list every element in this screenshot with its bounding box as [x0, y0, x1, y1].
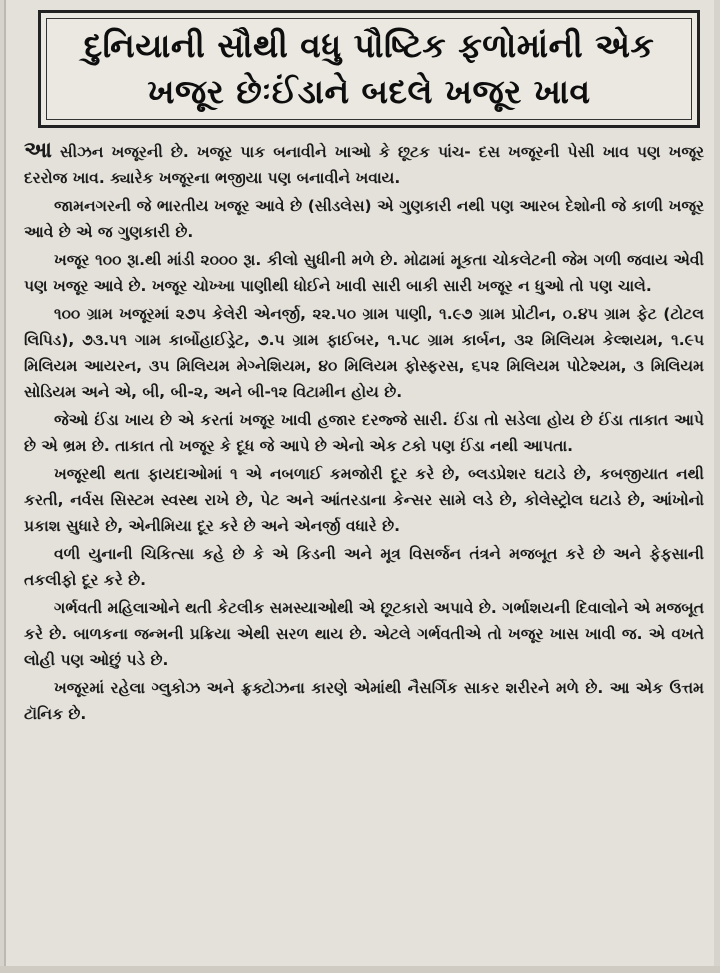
- paragraph-3: ખજૂર ૧૦૦ રૂા.થી માંડી ૨૦૦૦ રૂા. કીલો સુધીની મળે છે. મોઢામાં મૂકતા ચોકલેટની જેમ ગળી જવાય એવી પણ ખજૂર આવે છે. ખજૂર ચોખ્ખા પાણીથી ધોઈને ખાવી સારી બાકી સારી ખજૂર ન ધુઓ તો પણ ચાલે.: [24, 251, 704, 295]
- lead-word: આ: [24, 138, 52, 163]
- paragraph-9: ખજૂરમાં રહેલા ગ્લુકોઝ અને ફ્રક્ટોઝના કારણે એમાંથી નૈસર્ગિક સાકર શરીરને મળે છે. આ એક ઉત્તમ ટૉનિક છે.: [24, 679, 704, 723]
- paragraph-5: જેઓ ઈંડા ખાય છે એ કરતાં ખજૂર ખાવી હજાર દરજ્જે સારી. ઈંડા તો સડેલા હોય છે ઈંડા તાકાત આપે છે એ ભ્રમ છે. તાકાત તો ખજૂર કે દૂધ જે આપે છે એનો એક ટકો પણ ઈંડા નથી આપતા.: [24, 411, 704, 455]
- headline-box: [38, 10, 700, 128]
- headline-line-1: દુનિયાની સૌથી વધુ પૌષ્ટિક ફળોમાંની એક: [83, 26, 655, 65]
- bottom-edge: [0, 966, 720, 973]
- paragraph-8: ગર્ભવતી મહિલાઓને થતી કેટલીક સમસ્યાઓથી એ છૂટકારો અપાવે છે. ગર્ભાશયની દિવાલોને એ મજબૂત કરે છે. બાળકના જન્મની પ્રક્રિયા એથી સરળ થાય છે. એટલે ગર્ભવતીએ તો ખજૂર ખાસ ખાવી જ. એ વખતે લોહી પણ ઓછું પડે છે.: [24, 599, 704, 669]
- paragraph-7: વળી યુનાની ચિકિત્સા કહે છે કે એ કિડની અને મૂત્ર વિસર્જન તંત્રને મજબૂત કરે છે અને ફેફસાની તકલીફો દૂર કરે છે.: [24, 545, 704, 589]
- newspaper-clipping: [4, 0, 714, 966]
- paragraph-4: ૧૦૦ ગ્રામ ખજૂરમાં ૨૭૫ કેલેરી એનર્જી, ૨૨.૫૦ ગ્રામ પાણી, ૧.૯૭ ગ્રામ પ્રોટીન, ૦.૪૫ ગ્રામ ફેટ (ટોટલ લિપિડ), ૭૩.૫૧ ગામ કાર્બોહાઈડ્રેટ, ૭.૫ ગ્રામ ફાઈબર, ૧.૫૮ ગ્રામ કાર્બન, ૩૨ મિલિયમ કેલ્શયમ, ૧.૯૫ મિલિયમ આયરન, ૩૫ મિલિયમ મેગ્નેશિયમ, ૪૦ મિલિયમ ફોસ્ફરસ, ૬૫૨ મિલિયમ પોટેશ્યમ, ૩ મિલિયમ સોડિયમ અને એ, બી, બી-૨, અને બી-૧૨ વિટામીન હોય છે.: [24, 305, 704, 401]
- paragraph-2: જામનગરની જે ભારતીય ખજૂર આવે છે (સીડલેસ) એ ગુણકારી નથી પણ આરબ દેશોની જે કાળી ખજૂર આવે છે એ જ ગુણકારી છે.: [24, 197, 704, 241]
- paragraph-1: [24, 138, 704, 191]
- headline-frame: [46, 18, 692, 120]
- paragraph-1-text: સીઝન ખજૂરની છે. ખજૂર પાક બનાવીને ખાઓ કે છૂટક પાંચ- દસ ખજૂરની પેસી ખાવ પણ ખજૂર દરરોજ ખાવ. ક્યારેક ખજૂરના ભજીયા પણ બનાવીને ખવાય.: [24, 143, 704, 187]
- article-body: [24, 138, 704, 729]
- headline-line-2: ખજૂર છેઃઈંડાને બદલે ખજૂર ખાવ: [147, 72, 591, 111]
- paragraph-6: ખજૂરથી થતા ફાયદાઓમાં ૧ એ નબળાઈ કમજોરી દૂર કરે છે, બ્લડપ્રેશર ઘટાડે છે, કબજીયાત નથી કરતી, નર્વસ સિસ્ટમ સ્વસ્થ રાખે છે, પેટ અને આંતરડાના કેન્સર સામે લડે છે, કોલેસ્ટ્રોલ ઘટાડે છે, આંખોનો પ્રકાશ સુધારે છે, એનીમિયા દૂર કરે છે અને એનર્જી વધારે છે.: [24, 465, 704, 535]
